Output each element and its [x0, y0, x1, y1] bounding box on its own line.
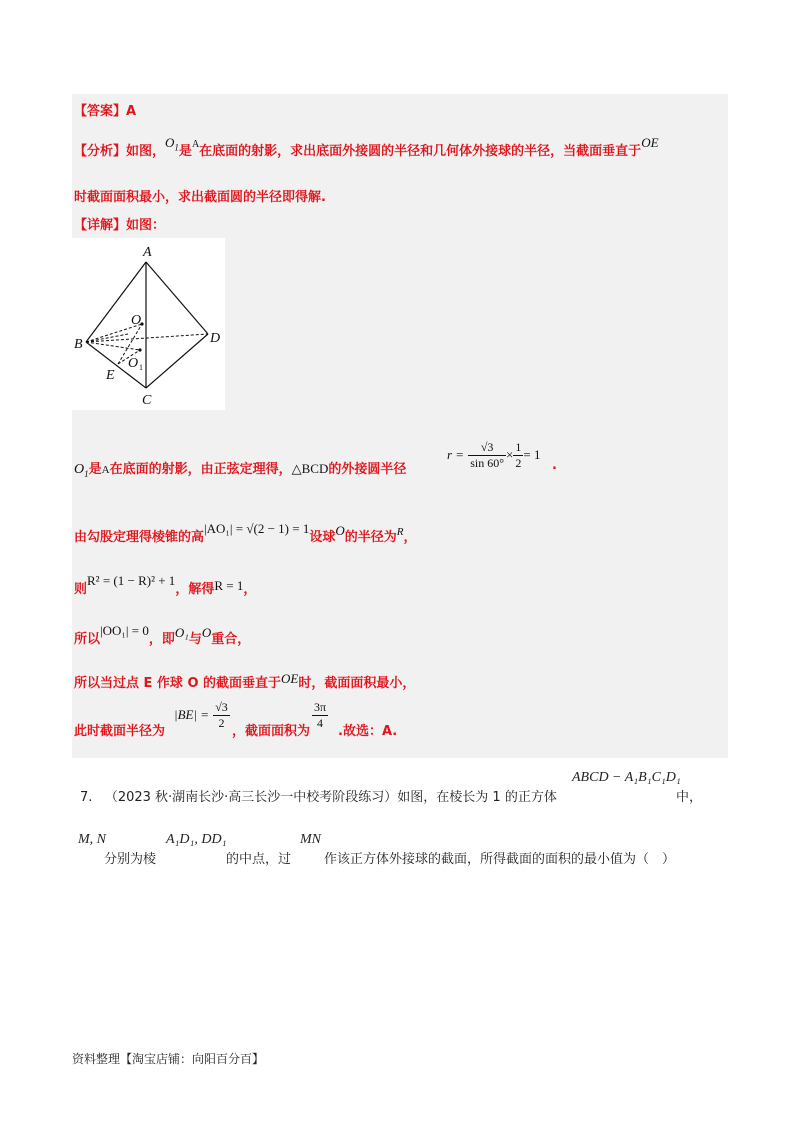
detail-line [74, 214, 165, 233]
edge-names: A₁D₁, DD₁ [166, 832, 227, 847]
equals-one: = 1 [523, 447, 541, 462]
r-symbol: r = [447, 447, 465, 462]
tetrahedron-diagram [72, 238, 225, 410]
text: .故选：A. [338, 724, 398, 739]
o1-symbol: $O_1$ [74, 462, 89, 479]
label-b: B [74, 337, 83, 352]
point-a: A [191, 139, 200, 150]
radius-formula [174, 700, 230, 731]
triangle-bcd: △BCD [291, 461, 329, 476]
label-a: A [143, 245, 152, 260]
fraction-sqrt3-over-2: $\frac{√3}{2}$ [215, 700, 228, 730]
answer-value: A [126, 104, 137, 119]
text: 则 [74, 582, 88, 597]
analysis-line-1 [74, 135, 659, 161]
text: 所以 [74, 632, 101, 647]
text: 的半径为 [344, 530, 397, 545]
text: 与 [188, 632, 202, 647]
svg-text:1: 1 [139, 363, 143, 372]
question-number: 7. [80, 790, 93, 805]
text: ， [243, 582, 257, 597]
analysis-line-2: 时截面面积最小，求出截面圆的半径即得解. [74, 190, 326, 205]
footer-credit: 资料整理【淘宝店铺：向阳百分百】 [72, 1052, 265, 1066]
solution: R = 1 [214, 578, 244, 593]
question-text: 的中点，过 [226, 852, 292, 867]
question-text: 分别为棱 [104, 852, 157, 867]
mn-points: M, N [78, 832, 106, 847]
question-text: 中， [676, 790, 703, 805]
fraction-3pi-over-4: $\frac{3\pi}{4}$ [314, 700, 327, 730]
fraction-sqrt3-sin60: $\frac{√3}{\sin 60^\circ}$ [470, 440, 505, 470]
o1-symbol: $O_1$ [165, 135, 179, 153]
height-expression: |AO₁| = √(2 − 1) = 1 [204, 521, 310, 536]
text: ， [403, 530, 417, 545]
analysis-text: 如图， [126, 144, 166, 159]
oo1-expression: |OO₁| = 0 [100, 623, 149, 638]
text: 重合， [211, 632, 251, 647]
label-e: E [106, 368, 115, 383]
oe-symbol: OE [641, 135, 659, 150]
r-symbol: R [396, 526, 404, 538]
answer-line [74, 100, 136, 119]
oe-symbol: OE [281, 671, 299, 686]
equation-line [74, 573, 257, 597]
detail-label: 【详解】 [74, 218, 127, 233]
fraction-half: $\frac{1}{2}$ [515, 440, 522, 470]
area-formula [312, 700, 328, 731]
question-text: （2023 秋·湖南长沙·高三长沙一中校考阶段练习）如图，在棱长为 1 的正方体 [104, 790, 557, 805]
text: 的外接圆半径 [328, 462, 407, 477]
cube-name: ABCD − A₁B₁C₁D₁ [572, 770, 681, 785]
question-7-line-1 [80, 786, 557, 805]
circumradius-line [74, 458, 406, 479]
analysis-text: 是 [178, 144, 192, 159]
label-o1: O [128, 356, 139, 371]
period: . [552, 458, 557, 473]
sphere-equation: R² = (1 − R)² + 1 [87, 573, 176, 588]
perpendicular-line [74, 672, 415, 691]
o-symbol: O [201, 625, 212, 640]
text: ，即 [148, 632, 175, 647]
text: 由勾股定理得棱锥的高 [74, 530, 205, 545]
text: ，解得 [175, 582, 215, 597]
text: 设球 [309, 530, 336, 545]
circumradius-formula [447, 440, 540, 471]
label-d: D [210, 331, 221, 346]
mn-line: MN [300, 832, 321, 847]
question-text: 作该正方体外接球的截面，所得截面的面积的最小值为（ ） [324, 852, 676, 867]
height-line [74, 521, 417, 545]
text: 是 [88, 462, 102, 477]
label-c: C [142, 393, 152, 408]
text: 所以当过点 E 作球 O 的截面垂直于 [74, 676, 282, 691]
text: 时，截面面积最小， [298, 676, 416, 691]
detail-text: 如图： [126, 218, 166, 233]
text: 在底面的射影，由正弦定理得， [109, 462, 292, 477]
point-a: A [101, 464, 110, 476]
final-line [74, 720, 165, 739]
o1-symbol: O₁ [174, 625, 189, 640]
text: 此时截面半径为 [74, 724, 166, 739]
analysis-label: 【分析】 [74, 144, 127, 159]
answer-label: 【答案】 [74, 104, 127, 119]
tetrahedron-figure [72, 238, 225, 410]
times-sign: × [506, 447, 514, 462]
text: ，截面面积为 [232, 724, 311, 739]
be-symbol: |BE| = [174, 707, 210, 722]
coincide-line [74, 623, 251, 647]
analysis-text: 在底面的射影，求出底面外接圆的半径和几何体外接球的半径，当截面垂直于 [199, 144, 642, 159]
o-symbol: O [335, 523, 345, 538]
label-o: O [131, 313, 142, 328]
